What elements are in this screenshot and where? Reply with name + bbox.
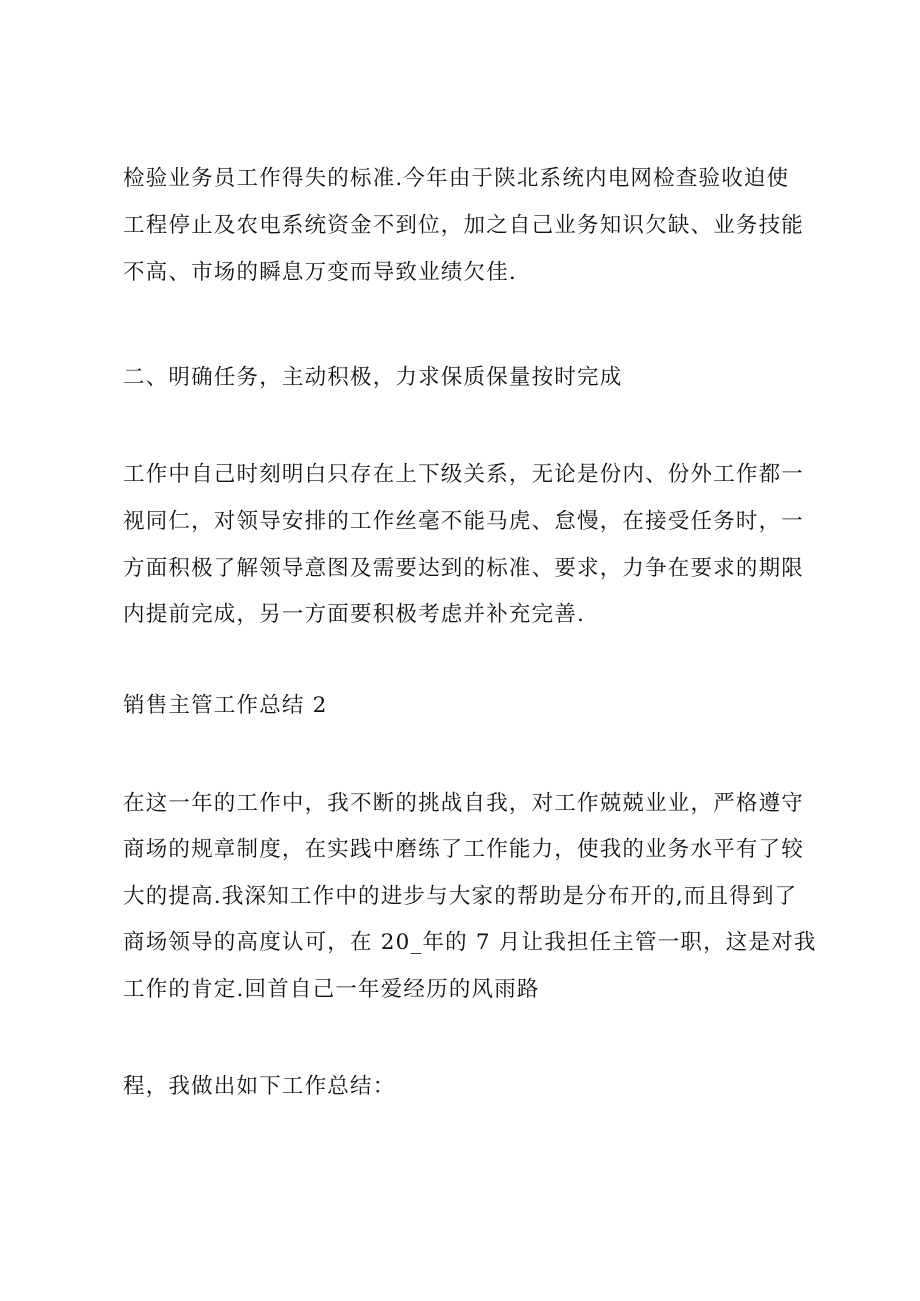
paragraph-1-line-2: 工程停止及农电系统资金不到位，加之自己业务知识欠缺、业务技能 — [123, 213, 805, 238]
paragraph-4: 程，我做出如下工作总结： — [123, 1074, 396, 1099]
heading-2: 二、明确任务，主动积极，力求保质保量按时完成 — [123, 365, 623, 390]
paragraph-3-line-2: 商场的规章制度，在实践中磨练了工作能力，使我的业务水平有了较 — [123, 837, 805, 862]
paragraph-2-line-1: 工作中自己时刻明白只存在上下级关系，无论是份内、份外工作都一 — [123, 462, 805, 487]
paragraph-3-line-1: 在这一年的工作中，我不断的挑战自我，对工作兢兢业业，严格遵守 — [123, 791, 805, 816]
paragraph-2-line-3: 方面积极了解领导意图及需要达到的标准、要求，力争在要求的期限 — [123, 556, 805, 581]
paragraph-2-line-2: 视同仁，对领导安排的工作丝毫不能马虎、怠慢，在接受任务时，一 — [123, 509, 805, 534]
paragraph-2-line-4: 内提前完成，另一方面要积极考虑并补充完善. — [123, 602, 586, 627]
paragraph-1-line-3: 不高、市场的瞬息万变而导致业绩欠佳. — [123, 260, 517, 285]
section-title: 销售主管工作总结 2 — [123, 693, 328, 718]
paragraph-3-line-5: 工作的肯定.回首自己一年爱经历的风雨路 — [123, 977, 540, 1002]
paragraph-1-line-1: 检验业务员工作得失的标准.今年由于陕北系统内电网检查验收迫使 — [123, 166, 790, 191]
paragraph-3-line-4: 商场领导的高度认可，在 20_年的 7 月让我担任主管一职，这是对我 — [123, 930, 817, 955]
paragraph-3-line-3: 大的提高.我深知工作中的进步与大家的帮助是分布开的,而且得到了 — [123, 884, 798, 909]
